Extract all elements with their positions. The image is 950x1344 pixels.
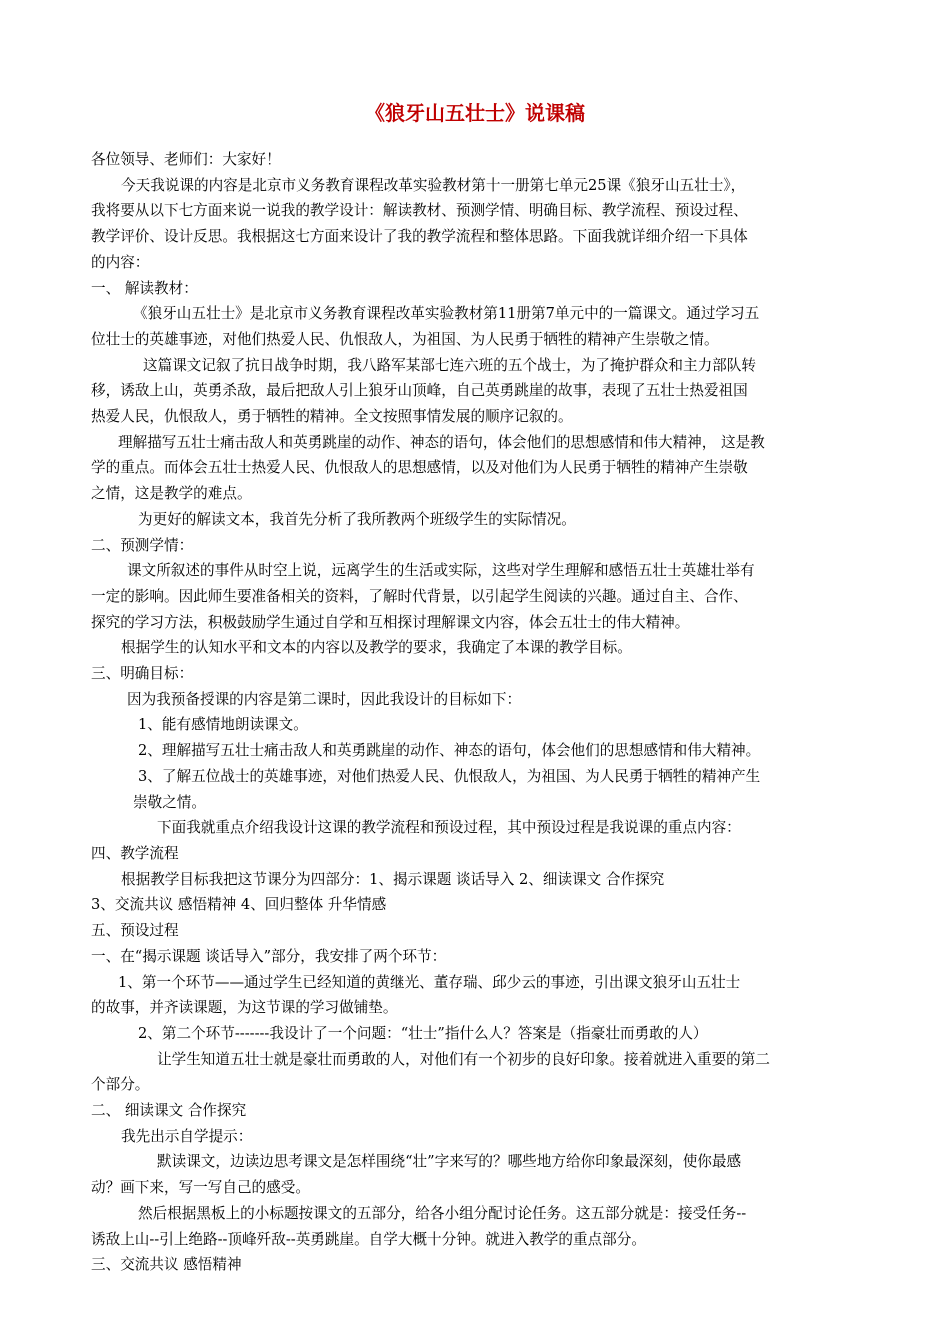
text-line: 诱敌上山--引上绝路--顶峰歼敌--英勇跳崖。自学大概十分钟。就进入教学的重点部分。 (91, 1230, 646, 1248)
text-line: 一、在“揭示课题 谈话导入”部分，我安排了两个环节： (91, 947, 447, 965)
text-line: 崇敬之情。 (133, 793, 206, 811)
text-line: 探究的学习方法，积极鼓励学生通过自学和互相探讨理解课文内容，体会五壮士的伟大精神。 (91, 613, 690, 631)
text-line: 为更好的解读文本，我首先分析了我所教两个班级学生的实际情况。 (138, 510, 576, 528)
text-line: 位壮士的英雄事迹，对他们热爱人民、仇恨敌人，为祖国、为人民勇于牺牲的精神产生崇敬之情。 (91, 330, 719, 348)
text-line: 下面我就重点介绍我设计这课的教学流程和预设过程，其中预设过程是我说课的重点内容： (157, 819, 741, 837)
text-line: 的故事，并齐读课题，为这节课的学习做铺垫。 (91, 999, 398, 1017)
section-heading: 三、交流共议 感悟精神 (91, 1256, 242, 1274)
text-line: 教学评价、设计反思。我根据这七方面来设计了我的教学流程和整体思路。下面我就详细介绍一下具体 (91, 228, 748, 246)
text-line: 移，诱敌上山，英勇杀敌，最后把敌人引上狼牙山顶峰，自己英勇跳崖的故事，表现了五壮士热爱祖国 (91, 382, 748, 400)
text-line: 热爱人民，仇恨敌人，勇于牺牲的精神。全文按照事情发展的顺序记叙的。 (91, 408, 573, 426)
text-line: 2、第二个环节-------我设计了一个问题：“壮士”指什么人？答案是（指豪壮而勇敢的人） (138, 1024, 708, 1042)
text-line: 各位领导、老师们：大家好！ (91, 151, 281, 168)
section-heading: 三、明确目标： (91, 665, 194, 683)
text-line: 学的重点。而体会五壮士热爱人民、仇恨敌人的思想感情，以及对他们为人民勇于牺牲的精神产生崇敬 (91, 459, 748, 477)
text-line: 理解描写五壮士痛击敌人和英勇跳崖的动作、神态的语句，体会他们的思想感情和伟大精神， 这是教 (118, 433, 765, 451)
section-heading: 四、教学流程 (91, 844, 179, 862)
text-line: 动？画下来，写一写自己的感受。 (91, 1179, 310, 1197)
text-line: 因为我预备授课的内容是第二课时，因此我设计的目标如下： (127, 690, 522, 708)
text-line: 我将要从以下七方面来说一说我的教学设计：解读教材、预测学情、明确目标、教学流程、预设过程、 (91, 202, 748, 220)
text-line: 默读课文，边读边思考课文是怎样围绕“壮”字来写的？哪些地方给你印象最深刻，使你最感 (157, 1153, 742, 1171)
text-line: 这篇课文记叙了抗日战争时期，我八路军某部七连六班的五个战士，为了掩护群众和主力部队转 (143, 356, 756, 374)
text-line: 《狼牙山五壮士》是北京市义务教育课程改革实验教材第11册第7单元中的一篇课文。通过学习五 (133, 305, 760, 323)
text-line: 1、第一个环节——通过学生已经知道的黄继光、董存瑞、邱少云的事迹，引出课文狼牙山五壮士 (118, 973, 741, 991)
section-heading: 二、 细读课文 合作探究 (91, 1102, 247, 1120)
section-heading: 五、预设过程 (91, 922, 179, 940)
text-line: 课文所叙述的事件从时空上说，远离学生的生活或实际，这些对学生理解和感悟五壮士英雄壮举有 (127, 562, 755, 580)
text-line: 我先出示自学提示： (121, 1127, 253, 1145)
list-item: 1、能有感情地朗读课文。 (138, 716, 308, 734)
list-item: 2、理解描写五壮士痛击敌人和英勇跳崖的动作、神态的语句，体会他们的思想感情和伟大精神。 (138, 742, 761, 760)
text-line: 3、交流共议 感悟精神 4、回归整体 升华情感 (91, 896, 387, 914)
text-line: 的内容： (91, 253, 150, 271)
text-line: 今天我说课的内容是北京市义务教育课程改革实验教材第十一册第七单元25课《狼牙山五壮士》， (121, 176, 746, 194)
text-line: 根据教学目标我把这节课分为四部分：1、揭示课题 谈话导入 2、细读课文 合作探究 (121, 870, 665, 888)
text-line: 一定的影响。因此师生要准备相关的资料，了解时代背景，以引起学生阅读的兴趣。通过自主、合作、 (91, 587, 748, 605)
text-line: 个部分。 (91, 1076, 150, 1094)
text-line: 之情，这是教学的难点。 (91, 485, 252, 503)
text-line: 让学生知道五壮士就是豪壮而勇敢的人，对他们有一个初步的良好印象。接着就进入重要的第二 (157, 1050, 770, 1068)
document-title: 《狼牙山五壮士》说课稿 (365, 101, 585, 125)
document-body (91, 147, 861, 1278)
list-item: 3、了解五位战士的英雄事迹，对他们热爱人民、仇恨敌人，为祖国、为人民勇于牺牲的精神产生 (138, 767, 761, 785)
text-line: 根据学生的认知水平和文本的内容以及教学的要求，我确定了本课的教学目标。 (121, 639, 632, 657)
text-line: 然后根据黑板上的小标题按课文的五部分，给各小组分配讨论任务。这五部分就是：接受任务-- (138, 1204, 747, 1222)
section-heading: 二、预测学情： (91, 536, 194, 554)
section-heading: 一、 解读教材： (91, 279, 198, 297)
